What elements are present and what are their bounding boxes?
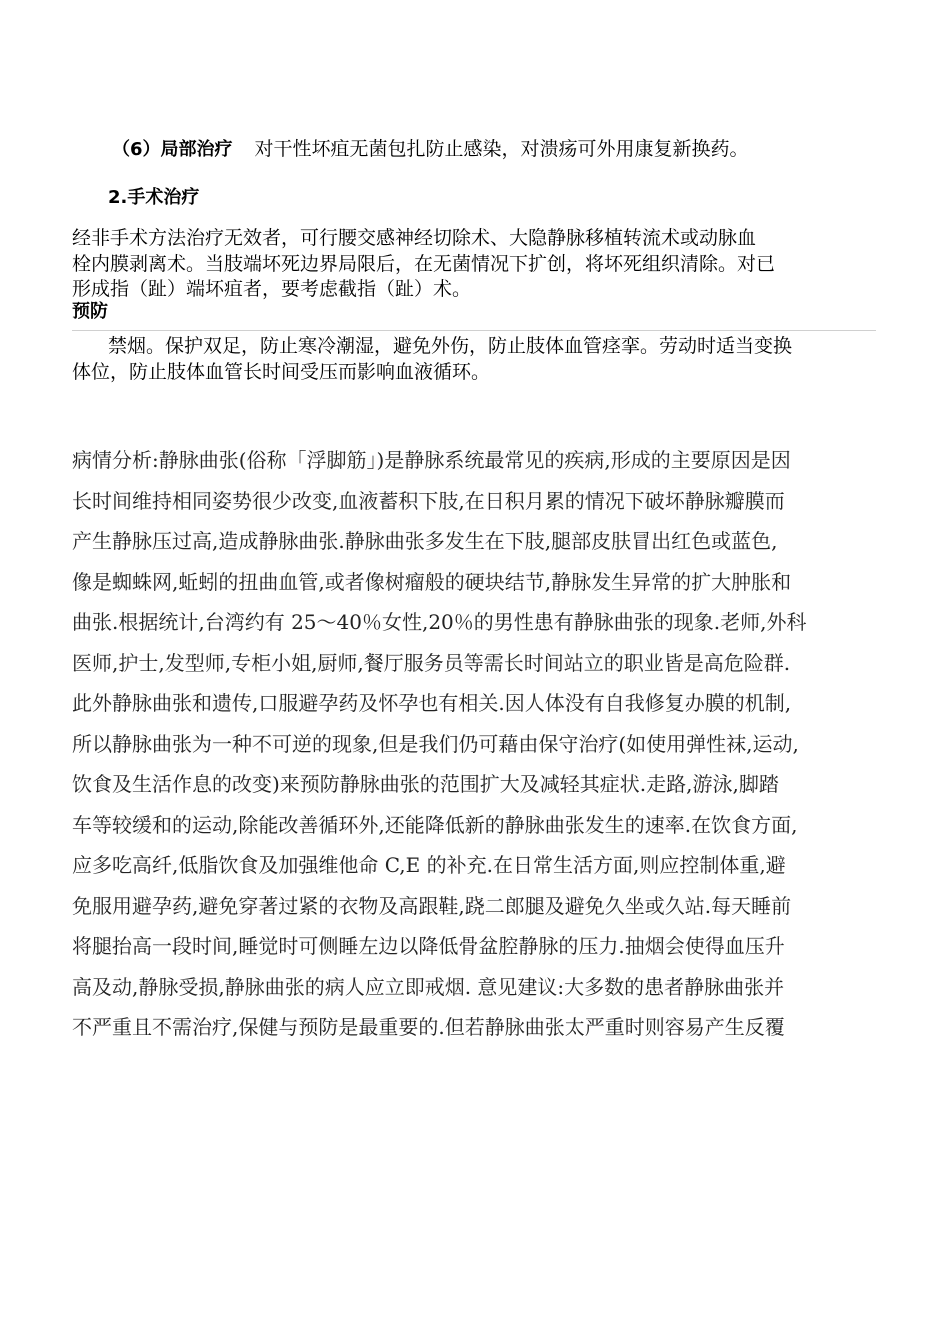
analysis-paragraph [72,440,882,1048]
local-treatment-paragraph [112,137,749,162]
analysis-line: 免服用避孕药,避免穿著过紧的衣物及高跟鞋,跷二郎腿及避免久坐或久站.每天睡前 [72,893,792,918]
analysis-line: 像是蜘蛛网,蚯蚓的扭曲血管,或者像树瘤般的硬块结节,静脉发生异常的扩大肿胀和 [72,569,792,594]
local-treatment-text: 对干性坏疽无菌包扎防止感染，对溃疡可外用康复新换药。 [254,138,749,160]
analysis-line: 此外静脉曲张和遗传,口服避孕药及怀孕也有相关.因人体没有自我修复办膜的机制, [72,691,792,715]
analysis-line: 曲张.根据统计,台湾约有 25～40％女性,20％的男性患有静脉曲张的现象.老师,外科 [72,610,807,634]
surgery-line-3: 形成指（趾）端坏疽者，要考虑截指（趾）术。 [72,278,472,300]
heading-divider [72,330,876,331]
analysis-line: 饮食及生活作息的改变)来预防静脉曲张的范围扩大及减轻其症状.走路,游泳,脚踏 [72,772,779,796]
analysis-line: 应多吃高纤,低脂饮食及加强维他命 C,E 的补充.在日常生活方面,则应控制体重,避 [72,853,786,877]
prevention-line-2: 体位，防止肢体血管长时间受压而影响血液循环。 [72,361,491,383]
analysis-line: 产生静脉压过高,造成静脉曲张.静脉曲张多发生在下肢,腿部皮肤冒出红色或蓝色, [72,529,778,553]
analysis-line: 病情分析:静脉曲张(俗称「浮脚筋」)是静脉系统最常见的疾病,形成的主要原因是因 [72,448,791,472]
analysis-line: 车等较缓和的运动,除能改善循环外,还能降低新的静脉曲张发生的速率.在饮食方面, [72,812,798,837]
prevention-heading: 预防 [72,301,108,322]
surgery-line-1: 经非手术方法治疗无效者，可行腰交感神经切除术、大隐静脉移植转流术或动脉血 [72,227,757,249]
prevention-line-1: 禁烟。保护双足，防止寒冷潮湿，避免外伤，防止肢体血管痉挛。劳动时适当变换 [108,335,793,357]
analysis-line: 将腿抬高一段时间,睡觉时可侧睡左边以降低骨盆腔静脉的压力.抽烟会使得血压升 [72,934,785,958]
analysis-line: 医师,护士,发型师,专柜小姐,厨师,餐厅服务员等需长时间站立的职业皆是高危险群. [72,650,791,675]
analysis-line: 不严重且不需治疗,保健与预防是最重要的.但若静脉曲张太严重时则容易产生反覆 [72,1015,785,1039]
surgery-line-2: 栓内膜剥离术。当肢端坏死边界局限后，在无菌情况下扩创，将坏死组织清除。对已 [72,253,776,275]
analysis-line: 长时间维持相同姿势很少改变,血液蓄积下肢,在日积月累的情况下破坏静脉瓣膜而 [72,488,785,513]
local-treatment-label: （6）局部治疗 [112,139,233,160]
analysis-line: 高及动,静脉受损,静脉曲张的病人应立即戒烟. 意见建议:大多数的患者静脉曲张并 [72,974,785,999]
surgery-heading: 2.手术治疗 [108,187,200,208]
analysis-line: 所以静脉曲张为一种不可逆的现象,但是我们仍可藉由保守治疗(如使用弹性袜,运动, [72,731,799,756]
